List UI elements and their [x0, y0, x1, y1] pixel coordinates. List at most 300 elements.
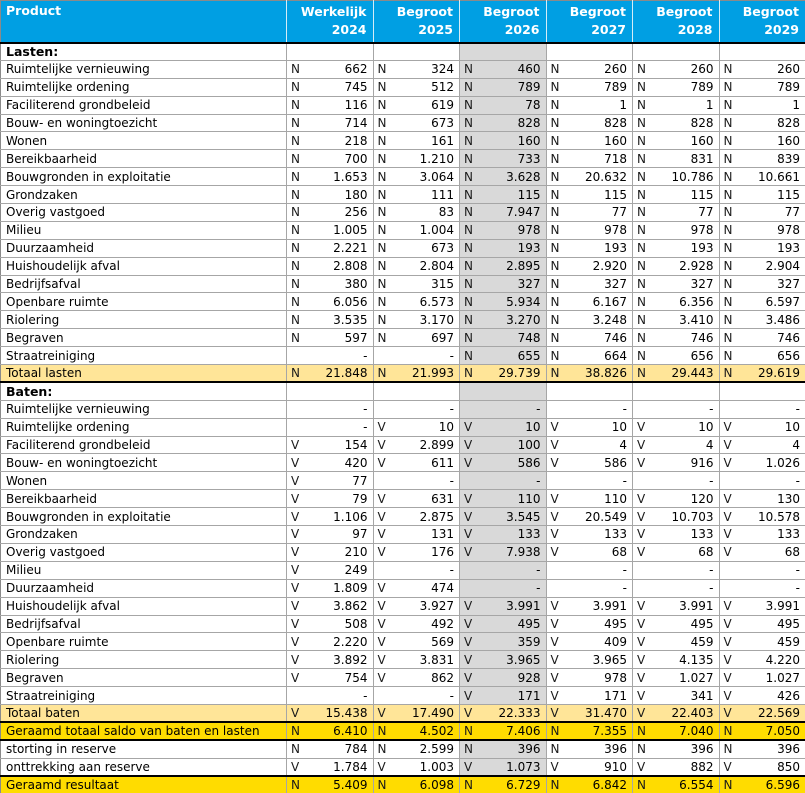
row-label[interactable]: Bouwgronden in exploitatie [1, 508, 287, 526]
value-cell[interactable] [287, 329, 374, 347]
value-cell[interactable] [373, 96, 460, 114]
value-cell[interactable] [633, 579, 720, 597]
value-cell[interactable] [633, 472, 720, 490]
value-cell[interactable] [633, 257, 720, 275]
value-cell[interactable] [633, 114, 720, 132]
value-cell[interactable] [373, 329, 460, 347]
row-label[interactable]: Duurzaamheid [1, 239, 287, 257]
value-cell[interactable] [287, 687, 374, 705]
value-cell[interactable] [546, 114, 633, 132]
row-label[interactable]: Begraven [1, 669, 287, 687]
value-cell[interactable] [287, 400, 374, 418]
value-cell[interactable] [633, 96, 720, 114]
value-cell[interactable] [460, 490, 547, 508]
value-cell[interactable] [719, 257, 805, 275]
value-cell[interactable] [287, 275, 374, 293]
value-cell[interactable] [719, 490, 805, 508]
value-cell[interactable] [633, 722, 720, 740]
value-cell[interactable] [460, 704, 547, 722]
value-cell[interactable] [460, 293, 547, 311]
value-cell[interactable] [719, 400, 805, 418]
value-cell[interactable] [460, 150, 547, 168]
value-cell[interactable] [719, 186, 805, 204]
value-cell[interactable] [460, 239, 547, 257]
value-cell[interactable] [460, 633, 547, 651]
value-cell[interactable] [546, 43, 633, 61]
value-cell[interactable] [287, 561, 374, 579]
value-cell[interactable] [287, 186, 374, 204]
value-cell[interactable] [373, 561, 460, 579]
row-label[interactable]: Bedrijfsafval [1, 615, 287, 633]
value-cell[interactable] [719, 597, 805, 615]
value-cell[interactable] [460, 204, 547, 222]
value-cell[interactable] [373, 776, 460, 793]
row-label[interactable]: Duurzaamheid [1, 579, 287, 597]
value-cell[interactable] [287, 579, 374, 597]
value-cell[interactable] [373, 186, 460, 204]
row-label[interactable]: Ruimtelijke vernieuwing [1, 60, 287, 78]
value-cell[interactable] [460, 382, 547, 400]
row-label[interactable]: Openbare ruimte [1, 293, 287, 311]
value-cell[interactable] [373, 543, 460, 561]
value-cell[interactable] [719, 329, 805, 347]
value-cell[interactable] [287, 60, 374, 78]
value-cell[interactable] [719, 472, 805, 490]
value-cell[interactable] [287, 347, 374, 365]
value-cell[interactable] [373, 168, 460, 186]
row-label[interactable]: Ruimtelijke ordening [1, 78, 287, 96]
value-cell[interactable] [373, 382, 460, 400]
value-cell[interactable] [460, 221, 547, 239]
value-cell[interactable] [633, 239, 720, 257]
value-cell[interactable] [287, 311, 374, 329]
value-cell[interactable] [287, 221, 374, 239]
value-cell[interactable] [373, 633, 460, 651]
value-cell[interactable] [373, 579, 460, 597]
column-header-begroot-2027[interactable] [546, 1, 633, 43]
row-label[interactable]: Wonen [1, 472, 287, 490]
value-cell[interactable] [633, 132, 720, 150]
value-cell[interactable] [287, 150, 374, 168]
value-cell[interactable] [287, 597, 374, 615]
value-cell[interactable] [373, 526, 460, 544]
value-cell[interactable] [546, 329, 633, 347]
value-cell[interactable] [633, 758, 720, 776]
value-cell[interactable] [546, 597, 633, 615]
value-cell[interactable] [287, 722, 374, 740]
value-cell[interactable] [546, 78, 633, 96]
value-cell[interactable] [460, 186, 547, 204]
value-cell[interactable] [719, 168, 805, 186]
value-cell[interactable] [373, 43, 460, 61]
value-cell[interactable] [546, 776, 633, 793]
value-cell[interactable] [373, 150, 460, 168]
row-label[interactable]: Wonen [1, 132, 287, 150]
value-cell[interactable] [719, 221, 805, 239]
value-cell[interactable] [719, 132, 805, 150]
value-cell[interactable] [373, 275, 460, 293]
row-label[interactable]: Bereikbaarheid [1, 150, 287, 168]
row-label[interactable]: Faciliterend grondbeleid [1, 436, 287, 454]
row-label[interactable]: Totaal lasten [1, 365, 287, 383]
value-cell[interactable] [546, 508, 633, 526]
value-cell[interactable] [633, 150, 720, 168]
value-cell[interactable] [460, 418, 547, 436]
value-cell[interactable] [373, 239, 460, 257]
value-cell[interactable] [546, 651, 633, 669]
value-cell[interactable] [719, 776, 805, 793]
value-cell[interactable] [287, 365, 374, 383]
value-cell[interactable] [633, 687, 720, 705]
row-label[interactable]: Begraven [1, 329, 287, 347]
value-cell[interactable] [287, 293, 374, 311]
value-cell[interactable] [633, 60, 720, 78]
value-cell[interactable] [719, 150, 805, 168]
value-cell[interactable] [287, 239, 374, 257]
value-cell[interactable] [373, 204, 460, 222]
row-label[interactable]: Geraamd resultaat [1, 776, 287, 793]
value-cell[interactable] [719, 60, 805, 78]
row-label[interactable]: Straatreiniging [1, 687, 287, 705]
value-cell[interactable] [373, 347, 460, 365]
value-cell[interactable] [546, 365, 633, 383]
value-cell[interactable] [287, 96, 374, 114]
value-cell[interactable] [287, 436, 374, 454]
value-cell[interactable] [287, 132, 374, 150]
value-cell[interactable] [633, 382, 720, 400]
row-label[interactable]: Bouwgronden in exploitatie [1, 168, 287, 186]
value-cell[interactable] [719, 382, 805, 400]
value-cell[interactable] [633, 454, 720, 472]
value-cell[interactable] [719, 687, 805, 705]
value-cell[interactable] [719, 43, 805, 61]
value-cell[interactable] [373, 293, 460, 311]
value-cell[interactable] [373, 740, 460, 758]
row-label[interactable]: Straatreiniging [1, 347, 287, 365]
value-cell[interactable] [460, 60, 547, 78]
value-cell[interactable] [546, 204, 633, 222]
value-cell[interactable] [287, 418, 374, 436]
value-cell[interactable] [373, 508, 460, 526]
value-cell[interactable] [460, 329, 547, 347]
value-cell[interactable] [460, 722, 547, 740]
value-cell[interactable] [546, 526, 633, 544]
value-cell[interactable] [546, 257, 633, 275]
value-cell[interactable] [287, 78, 374, 96]
value-cell[interactable] [633, 633, 720, 651]
value-cell[interactable] [546, 472, 633, 490]
value-cell[interactable] [719, 615, 805, 633]
value-cell[interactable] [719, 78, 805, 96]
value-cell[interactable] [287, 633, 374, 651]
value-cell[interactable] [633, 400, 720, 418]
row-label[interactable]: Baten: [1, 382, 287, 400]
value-cell[interactable] [287, 758, 374, 776]
value-cell[interactable] [373, 132, 460, 150]
value-cell[interactable] [460, 168, 547, 186]
value-cell[interactable] [633, 615, 720, 633]
value-cell[interactable] [287, 776, 374, 793]
value-cell[interactable] [460, 311, 547, 329]
value-cell[interactable] [546, 543, 633, 561]
value-cell[interactable] [373, 311, 460, 329]
value-cell[interactable] [460, 579, 547, 597]
column-header-begroot-2029[interactable] [719, 1, 805, 43]
value-cell[interactable] [373, 669, 460, 687]
value-cell[interactable] [633, 776, 720, 793]
row-label[interactable]: Lasten: [1, 43, 287, 61]
value-cell[interactable] [546, 633, 633, 651]
value-cell[interactable] [633, 347, 720, 365]
value-cell[interactable] [719, 293, 805, 311]
row-label[interactable]: Bouw- en woningtoezicht [1, 114, 287, 132]
row-label[interactable]: Bereikbaarheid [1, 490, 287, 508]
value-cell[interactable] [546, 186, 633, 204]
value-cell[interactable] [373, 221, 460, 239]
value-cell[interactable] [633, 329, 720, 347]
value-cell[interactable] [719, 347, 805, 365]
value-cell[interactable] [719, 722, 805, 740]
value-cell[interactable] [373, 758, 460, 776]
row-label[interactable]: Overig vastgoed [1, 543, 287, 561]
value-cell[interactable] [633, 275, 720, 293]
value-cell[interactable] [373, 436, 460, 454]
value-cell[interactable] [460, 454, 547, 472]
value-cell[interactable] [546, 669, 633, 687]
value-cell[interactable] [460, 687, 547, 705]
value-cell[interactable] [546, 490, 633, 508]
row-label[interactable]: Riolering [1, 651, 287, 669]
value-cell[interactable] [460, 472, 547, 490]
row-label[interactable]: Grondzaken [1, 186, 287, 204]
value-cell[interactable] [373, 60, 460, 78]
value-cell[interactable] [546, 60, 633, 78]
value-cell[interactable] [287, 543, 374, 561]
value-cell[interactable] [460, 597, 547, 615]
value-cell[interactable] [719, 436, 805, 454]
value-cell[interactable] [287, 669, 374, 687]
value-cell[interactable] [460, 561, 547, 579]
row-label[interactable]: Faciliterend grondbeleid [1, 96, 287, 114]
value-cell[interactable] [373, 490, 460, 508]
value-cell[interactable] [373, 472, 460, 490]
value-cell[interactable] [287, 490, 374, 508]
value-cell[interactable] [460, 400, 547, 418]
value-cell[interactable] [546, 347, 633, 365]
value-cell[interactable] [460, 526, 547, 544]
value-cell[interactable] [460, 669, 547, 687]
value-cell[interactable] [373, 400, 460, 418]
row-label[interactable]: Bedrijfsafval [1, 275, 287, 293]
value-cell[interactable] [546, 579, 633, 597]
value-cell[interactable] [546, 436, 633, 454]
value-cell[interactable] [546, 687, 633, 705]
value-cell[interactable] [287, 114, 374, 132]
value-cell[interactable] [460, 615, 547, 633]
column-header-begroot-2025[interactable] [373, 1, 460, 43]
row-label[interactable]: Huishoudelijk afval [1, 257, 287, 275]
row-label[interactable]: Milieu [1, 561, 287, 579]
row-label[interactable]: Ruimtelijke ordening [1, 418, 287, 436]
value-cell[interactable] [633, 311, 720, 329]
value-cell[interactable] [546, 418, 633, 436]
value-cell[interactable] [546, 293, 633, 311]
value-cell[interactable] [633, 704, 720, 722]
value-cell[interactable] [633, 651, 720, 669]
value-cell[interactable] [373, 615, 460, 633]
value-cell[interactable] [719, 311, 805, 329]
value-cell[interactable] [633, 543, 720, 561]
value-cell[interactable] [633, 436, 720, 454]
value-cell[interactable] [287, 615, 374, 633]
value-cell[interactable] [460, 96, 547, 114]
value-cell[interactable] [719, 114, 805, 132]
value-cell[interactable] [287, 526, 374, 544]
row-label[interactable]: Openbare ruimte [1, 633, 287, 651]
value-cell[interactable] [719, 239, 805, 257]
value-cell[interactable] [460, 651, 547, 669]
value-cell[interactable] [373, 365, 460, 383]
row-label[interactable]: Geraamd totaal saldo van baten en lasten [1, 722, 287, 740]
value-cell[interactable] [546, 132, 633, 150]
value-cell[interactable] [719, 579, 805, 597]
value-cell[interactable] [460, 543, 547, 561]
value-cell[interactable] [546, 758, 633, 776]
value-cell[interactable] [287, 704, 374, 722]
value-cell[interactable] [546, 168, 633, 186]
value-cell[interactable] [373, 418, 460, 436]
value-cell[interactable] [719, 543, 805, 561]
value-cell[interactable] [719, 669, 805, 687]
value-cell[interactable] [719, 651, 805, 669]
value-cell[interactable] [719, 418, 805, 436]
value-cell[interactable] [460, 365, 547, 383]
value-cell[interactable] [719, 526, 805, 544]
value-cell[interactable] [460, 436, 547, 454]
row-label[interactable]: Riolering [1, 311, 287, 329]
value-cell[interactable] [460, 257, 547, 275]
value-cell[interactable] [546, 615, 633, 633]
value-cell[interactable] [719, 454, 805, 472]
value-cell[interactable] [287, 472, 374, 490]
value-cell[interactable] [633, 669, 720, 687]
value-cell[interactable] [373, 651, 460, 669]
value-cell[interactable] [546, 400, 633, 418]
value-cell[interactable] [719, 204, 805, 222]
value-cell[interactable] [546, 704, 633, 722]
value-cell[interactable] [633, 526, 720, 544]
value-cell[interactable] [287, 651, 374, 669]
value-cell[interactable] [287, 257, 374, 275]
value-cell[interactable] [373, 257, 460, 275]
value-cell[interactable] [287, 382, 374, 400]
value-cell[interactable] [287, 740, 374, 758]
value-cell[interactable] [633, 204, 720, 222]
value-cell[interactable] [546, 722, 633, 740]
value-cell[interactable] [719, 633, 805, 651]
value-cell[interactable] [287, 454, 374, 472]
value-cell[interactable] [719, 508, 805, 526]
column-header-werkelijk-2024[interactable] [287, 1, 374, 43]
value-cell[interactable] [633, 740, 720, 758]
value-cell[interactable] [460, 275, 547, 293]
row-label[interactable]: onttrekking aan reserve [1, 758, 287, 776]
value-cell[interactable] [546, 382, 633, 400]
row-label[interactable]: Ruimtelijke vernieuwing [1, 400, 287, 418]
value-cell[interactable] [546, 311, 633, 329]
value-cell[interactable] [460, 114, 547, 132]
value-cell[interactable] [287, 43, 374, 61]
value-cell[interactable] [633, 168, 720, 186]
value-cell[interactable] [373, 454, 460, 472]
value-cell[interactable] [546, 275, 633, 293]
value-cell[interactable] [719, 275, 805, 293]
value-cell[interactable] [633, 43, 720, 61]
value-cell[interactable] [373, 704, 460, 722]
value-cell[interactable] [287, 204, 374, 222]
value-cell[interactable] [633, 508, 720, 526]
value-cell[interactable] [546, 96, 633, 114]
value-cell[interactable] [633, 186, 720, 204]
value-cell[interactable] [460, 132, 547, 150]
value-cell[interactable] [633, 78, 720, 96]
value-cell[interactable] [460, 43, 547, 61]
column-header-begroot-2026[interactable] [460, 1, 547, 43]
value-cell[interactable] [633, 561, 720, 579]
column-header-product[interactable]: Product [1, 1, 287, 43]
value-cell[interactable] [287, 168, 374, 186]
value-cell[interactable] [546, 221, 633, 239]
value-cell[interactable] [287, 508, 374, 526]
value-cell[interactable] [546, 740, 633, 758]
value-cell[interactable] [546, 239, 633, 257]
value-cell[interactable] [373, 597, 460, 615]
value-cell[interactable] [633, 365, 720, 383]
row-label[interactable]: Totaal baten [1, 704, 287, 722]
value-cell[interactable] [373, 114, 460, 132]
value-cell[interactable] [460, 758, 547, 776]
value-cell[interactable] [633, 293, 720, 311]
row-label[interactable]: Milieu [1, 221, 287, 239]
value-cell[interactable] [460, 776, 547, 793]
value-cell[interactable] [719, 740, 805, 758]
value-cell[interactable] [546, 454, 633, 472]
value-cell[interactable] [633, 221, 720, 239]
value-cell[interactable] [460, 740, 547, 758]
value-cell[interactable] [373, 78, 460, 96]
value-cell[interactable] [546, 150, 633, 168]
value-cell[interactable] [460, 78, 547, 96]
row-label[interactable]: storting in reserve [1, 740, 287, 758]
value-cell[interactable] [460, 508, 547, 526]
value-cell[interactable] [719, 704, 805, 722]
value-cell[interactable] [719, 758, 805, 776]
row-label[interactable]: Bouw- en woningtoezicht [1, 454, 287, 472]
value-cell[interactable] [633, 597, 720, 615]
value-cell[interactable] [719, 561, 805, 579]
row-label[interactable]: Grondzaken [1, 526, 287, 544]
row-label[interactable]: Overig vastgoed [1, 204, 287, 222]
value-cell[interactable] [460, 347, 547, 365]
value-cell[interactable] [719, 96, 805, 114]
value-cell[interactable] [719, 365, 805, 383]
value-cell[interactable] [633, 490, 720, 508]
value-cell[interactable] [546, 561, 633, 579]
value-cell[interactable] [373, 722, 460, 740]
column-header-begroot-2028[interactable] [633, 1, 720, 43]
value-cell[interactable] [373, 687, 460, 705]
value-cell[interactable] [633, 418, 720, 436]
